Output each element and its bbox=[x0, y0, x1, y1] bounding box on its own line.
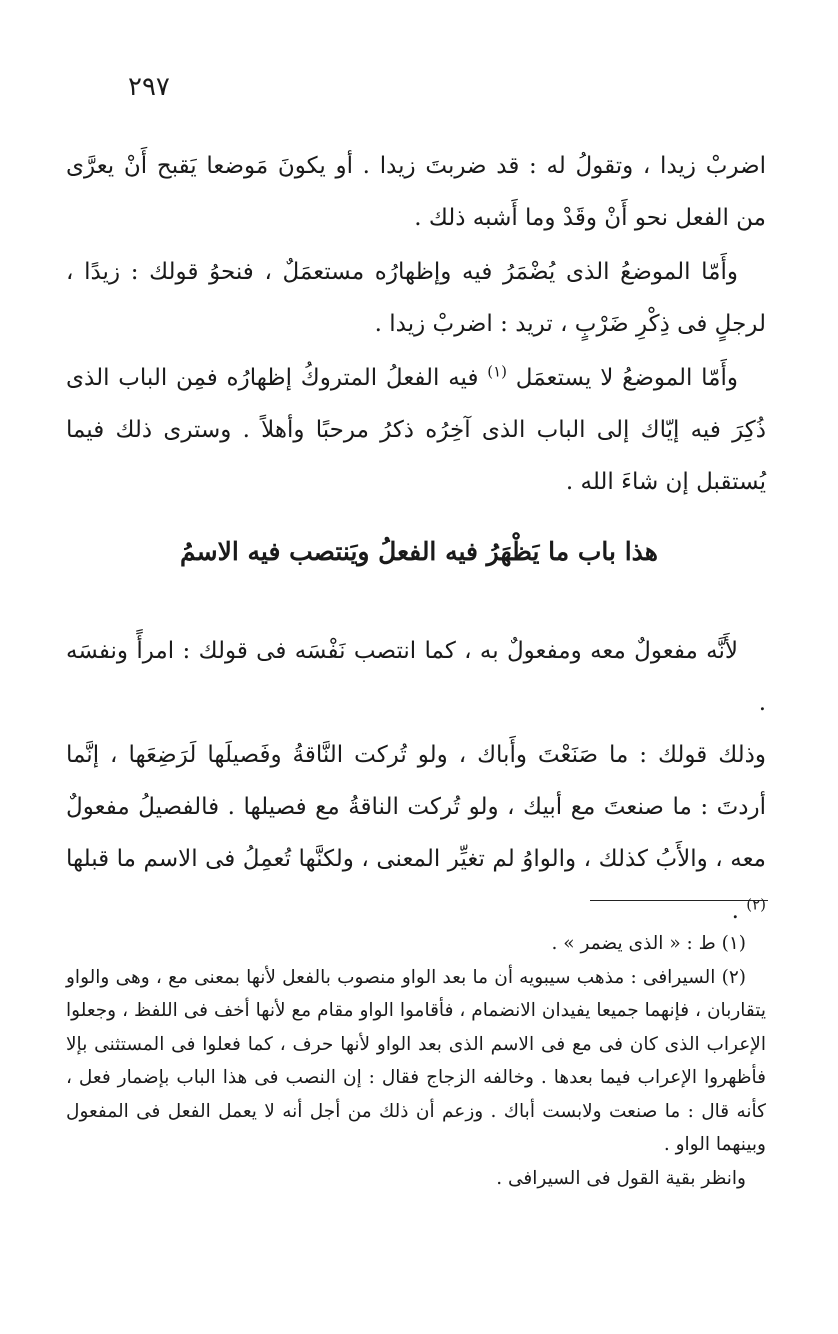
footnote-separator bbox=[590, 900, 768, 901]
paragraph-text: فيه الفعلُ المتروكُ إظهارُه فمِن الباب الذى ذُكِرَ فيه إيّاك إلى الباب الذى آخِرُه ذكرُ مرحبًا وأهلاً . وسترى ذلك فيما يُستقبل إن شاءَ الله . bbox=[66, 365, 766, 495]
body-text-upper bbox=[66, 140, 766, 508]
paragraph: وأَمّا الموضعُ الذى يُضْمَرُ فيه وإظهارُه مستعمَلٌ ، فنحوُ قولك : زيدًا ، لرجلٍ فى ذِكْرِ ضَرْبٍ ، تريد : اضربْ زيدا . bbox=[66, 259, 766, 337]
paragraph-text: وذلك قولك : ما صَنَعْتَ وأَباك ، ولو تُركت النَّاقةُ وفَصيلَها لَرَضِعَها ، إنَّما أردتَ : ما صنعتَ مع أبيك ، ولو تُركت الناقةُ مع فصيلها . فالفصيلُ مفعولٌ معه ، والأَبُ كذلك ، والواوُ لم تغيِّر المعنى ، ولكنَّها تُعمِلُ فى الاسم ما قبلها bbox=[66, 742, 766, 872]
paragraph bbox=[66, 729, 766, 937]
paragraph: اضربْ زيدا ، وتقولُ له : قد ضربتَ زيدا . أو يكونَ مَوضعا يَقبح أَنْ يعرَّى من الفعل نحو أَنْ وقَدْ وما أَشبه ذلك . bbox=[66, 153, 766, 231]
footnotes bbox=[66, 927, 766, 1195]
paragraph: لأَنَّه مفعولٌ معه ومفعولٌ به ، كما انتصب نَفْسَه فى قولك : امرأً ونفسَه . bbox=[66, 638, 766, 716]
footnote: وانظر بقية القول فى السيرافى . bbox=[496, 1167, 746, 1189]
footnote: (١) ط : « الذى يضمر » . bbox=[551, 933, 746, 954]
footnote: (٢) السيرافى : مذهب سيبويه أن ما بعد الواو منصوب بالفعل لأنها بمعنى مع ، وهى والواو يتقاربان ، فإنهما جميعا يفيدان الانضمام ، فأقاموا الواو مقام مع لأنها أخف فى اللفظ ، وجعلوا الإعراب الذى كان فى مع فى الاسم الذى بعد الواو لأنها حرف ، كما فعلوا فى المستثنى بإلا فأظهروا الإعراب فيما بعدها . وخالفه الزجاج فقال : إن النصب فى هذا الباب بإضمار فعل ، كأنه قال : ما صنعت ولابست أباك . وزعم أن ذلك من أجل أنه لا يعمل الفعل فى المفعول وبينهما الواو . bbox=[66, 966, 766, 1155]
paragraph-text: وأَمّا الموضعُ لا يستعمَل bbox=[515, 365, 739, 391]
footnote-marker[interactable]: (٢) bbox=[746, 895, 766, 914]
body-text-lower bbox=[66, 625, 766, 937]
page-number: ٢٩٧ bbox=[128, 72, 170, 102]
section-heading: هذا باب ما يَظْهَرُ فيه الفعلُ ويَنتصب فيه الاسمُ bbox=[180, 537, 658, 566]
paragraph bbox=[66, 352, 766, 508]
paragraph-text: . bbox=[731, 898, 739, 924]
footnote-marker[interactable]: (١) bbox=[487, 362, 508, 381]
